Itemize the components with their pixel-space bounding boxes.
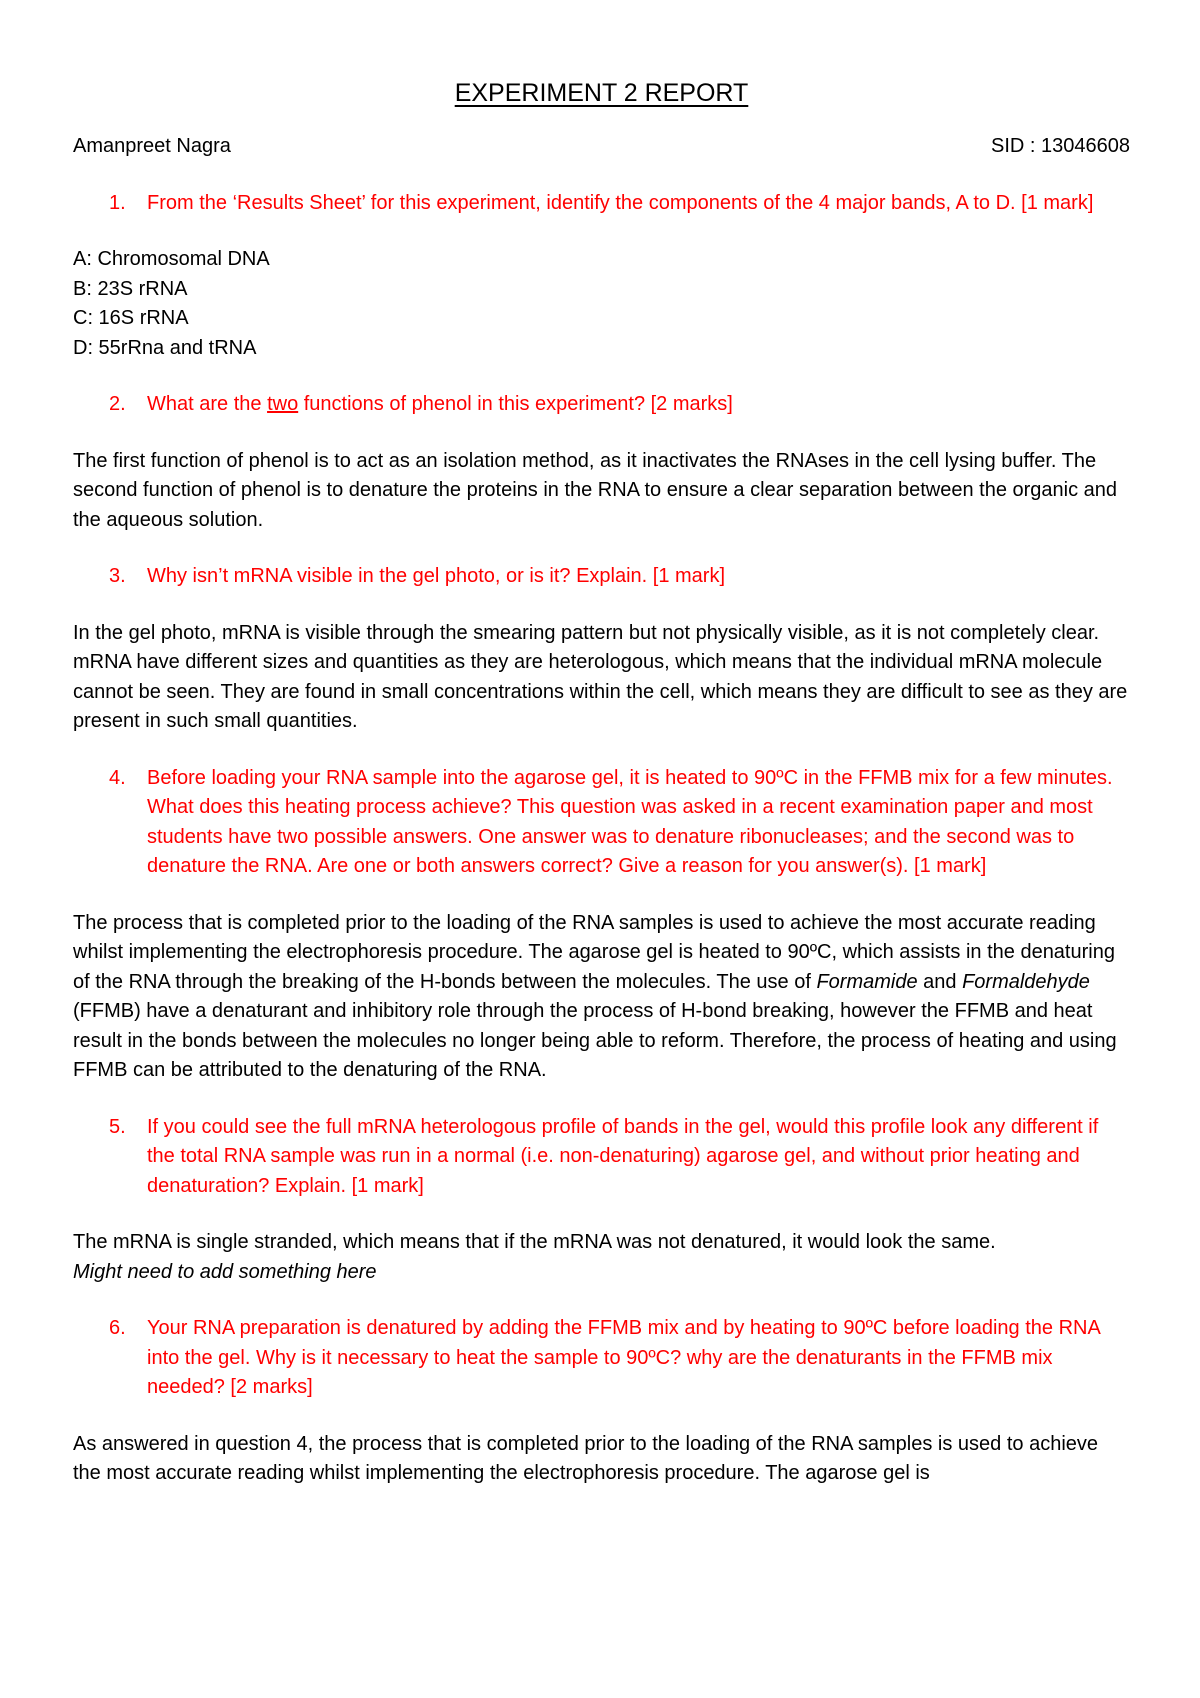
question-text: From the ‘Results Sheet’ for this experiment, identify the components of the 4 major bands, A to D. [1 mark] [147, 191, 1094, 214]
question-text [147, 390, 1130, 420]
question-text-start: What are the [147, 393, 268, 415]
answer-5 [73, 1228, 1130, 1287]
band-d: D: 55rRna and tRNA [73, 336, 257, 359]
answer-3: In the gel photo, mRNA is visible through the smearing pattern but not physically visible, as it is not completely clear. mRNA have different sizes and quantities as they are heterologous, which means that the individual mRNA molecule cannot be seen. They are found in small concentrations within the cell, which means they are difficult to see as they are present in such small quantities. [73, 621, 1128, 732]
answer-2: The first function of phenol is to act as an isolation method, as it inactivates the RNAses in the cell lysing buffer. The second function of phenol is to denature the proteins in the RNA to ensure a clear separation between the organic and the aqueous solution. [73, 449, 1118, 531]
author-row [73, 132, 1130, 162]
draft-note: Might need to add something here [73, 1260, 377, 1283]
band-c: C: 16S rRNA [73, 307, 189, 329]
question-number: 5. [109, 1115, 126, 1138]
answer-4 [73, 909, 1130, 1086]
formamide-term: Formamide [816, 970, 918, 993]
answer-text: and [917, 970, 963, 993]
report-title: EXPERIMENT 2 REPORT [454, 79, 749, 107]
question-number: 4. [109, 766, 126, 789]
question-5 [73, 1113, 1130, 1202]
question-1 [73, 189, 1130, 219]
answer-text: The process that is completed prior to the loading of the RNA samples is used to achieve the most accurate reading whilst implementing the electrophoresis procedure. The agarose gel is heated to 90ºC, which assists in the denaturing of the RNA through the breaking of the H-bonds between the molecules. The use of [73, 911, 1115, 993]
question-text: Why isn’t mRNA visible in the gel photo, or is it? Explain. [1 mark] [147, 565, 726, 587]
band-a: A: Chromosomal DNA [73, 248, 270, 270]
formaldehyde-term: Formaldehyde [962, 970, 1090, 993]
question-2 [73, 390, 1130, 420]
question-number: 6. [109, 1317, 126, 1339]
question-number: 1. [109, 191, 126, 214]
band-list [73, 245, 1130, 363]
answer-text: The mRNA is single stranded, which means that if the mRNA was not denatured, it would look the same. [73, 1231, 996, 1253]
question-text: If you could see the full mRNA heterologous profile of bands in the gel, would this profile look any different if the total RNA sample was run in a normal (i.e. non-denaturing) agarose gel, and without prior heating and denaturation? Explain. [1 mark] [147, 1115, 1099, 1197]
question-text-end: functions of phenol in this experiment? [2 marks] [298, 393, 733, 415]
answer-text: (FFMB) have a denaturant and inhibitory role through the process of H-bond breaking, however the FFMB and heat result in the bonds between the molecules no longer being able to reform. Therefore, the process of heating and using FFMB can be attributed to the denaturing of the RNA. [73, 1000, 1117, 1081]
question-number: 2. [109, 393, 126, 415]
question-number: 3. [109, 565, 126, 587]
question-4 [73, 764, 1130, 882]
band-b: B: 23S rRNA [73, 277, 188, 300]
question-text: Before loading your RNA sample into the agarose gel, it is heated to 90ºC in the FFMB mix for a few minutes. What does this heating process achieve? This question was asked in a recent examination paper and most students have two possible answers. One answer was to denature ribonucleases; and the second was to denature the RNA. Are one or both answers correct? Give a reason for you answer(s). [1 mark] [147, 766, 1113, 877]
question-text: Your RNA preparation is denatured by adding the FFMB mix and by heating to 90ºC before loading the RNA into the gel. Why is it necessary to heat the sample to 90ºC? why are the denaturants in the FFMB mix needed? [2 marks] [147, 1317, 1100, 1398]
author-name: Amanpreet Nagra [73, 135, 231, 157]
answer-6: As answered in question 4, the process that is completed prior to the loading of the RNA samples is used to achieve the most accurate reading whilst implementing the electrophoresis procedure. The agarose gel is [73, 1432, 1099, 1484]
student-id: SID : 13046608 [991, 135, 1130, 157]
question-6 [73, 1314, 1130, 1403]
question-3 [73, 562, 1130, 592]
underlined-word: two [267, 393, 299, 415]
